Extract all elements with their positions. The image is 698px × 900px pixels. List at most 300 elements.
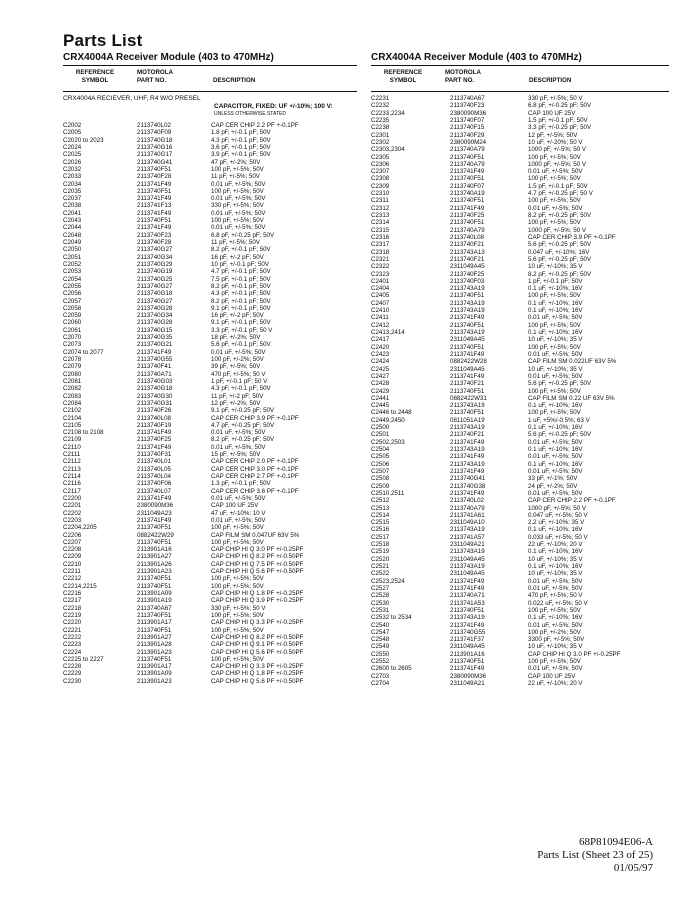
reference-symbol: C2401: [371, 277, 390, 285]
motorola-part-no-header: [445, 69, 481, 84]
description: 39 pF, +/-5%; 50V: [211, 363, 261, 371]
description: 12 pF, +/-2%; 50V: [211, 399, 261, 407]
table-row: [371, 175, 669, 182]
table-row: [63, 312, 357, 319]
table-row: [371, 271, 669, 278]
description: 100 pF, +/-5%; 50V: [528, 153, 581, 161]
table-row: [63, 371, 357, 378]
description: 0.01 uF, +/-5%; 50V: [528, 453, 583, 461]
reference-symbol: C2518: [371, 541, 390, 549]
description: 5.6 pF, +/-0.25 pF; 50V: [528, 255, 592, 263]
reference-symbol: C2549: [371, 643, 390, 651]
table-row: [371, 219, 669, 226]
part-number: 2113740F51: [450, 658, 485, 666]
description: 4.3 pF, +/-0.1 pF; 50V: [211, 290, 271, 298]
part-number: 2113740F51: [137, 655, 172, 663]
table-row: [371, 307, 669, 314]
description: 100 pF, +/-5%; 50V: [211, 575, 264, 583]
description: 1.5 pF, +/-0.1 pF; 50V: [528, 182, 588, 190]
reference-symbol: C2202: [63, 509, 82, 517]
reference-symbol: C2318: [371, 248, 390, 256]
reference-symbol: C2082: [63, 385, 82, 393]
description: 0.01 uF, +/-5%; 50V: [211, 516, 266, 524]
part-number: 2113740F51: [450, 153, 485, 161]
table-row: [63, 385, 357, 392]
part-number: 2113740F25: [137, 436, 172, 444]
part-number: 2113740F23: [137, 231, 172, 239]
part-number: 2113741F49: [450, 314, 485, 322]
reference-symbol: C2043: [63, 217, 82, 225]
part-number: 2311049A21: [450, 680, 485, 687]
table-row: [371, 548, 669, 555]
description: 470 pF, +/-5%; 50 V: [528, 592, 583, 600]
description: 0.01 uF, +/-5%; 50V: [211, 429, 266, 437]
table-row: [63, 407, 357, 414]
description: CAP CHIP HI Q 3.3 PF +/-0.25PF: [211, 663, 304, 671]
description: 8.2 pF, +/-0.25 pF; 50V: [211, 436, 275, 444]
table-row: [63, 393, 357, 400]
part-number: 2113740G18: [137, 136, 173, 144]
description: CAP CER CHIP 3.9 PF +-0.1PF: [528, 233, 616, 241]
table-row: [63, 517, 357, 524]
reference-symbol: C2034: [63, 180, 82, 188]
part-number: 2311049A45: [450, 336, 485, 344]
part-number: 2113901A26: [137, 560, 172, 568]
table-row: [63, 663, 357, 670]
table-row: [63, 480, 357, 487]
table-row: [63, 159, 357, 166]
description: CAP CHIP HI Q 3.9 PF +/-0.25PF: [211, 597, 304, 605]
description: 100 pF, +/-5%; 50V: [211, 611, 264, 619]
description: 100 pF, +/-5%; 50V: [211, 217, 264, 225]
table-row: [63, 444, 357, 451]
description: 0.1 uF, +/-10%; 16V: [528, 563, 583, 570]
description: 9.1 pF, +/-0.1 pF; 50V: [211, 319, 271, 327]
description: 4.3 pF, +/-0.1 pF; 50V: [211, 136, 271, 144]
reference-symbol: C2210: [63, 560, 82, 568]
description: 100 pF, +/-5%; 50V: [528, 175, 581, 183]
right-table-header: [371, 65, 669, 92]
table-row: [371, 592, 669, 599]
reference-symbol: C2303,2304: [371, 146, 405, 154]
reference-symbol: C2056: [63, 290, 82, 298]
table-row: [63, 627, 357, 634]
table-row: [371, 139, 669, 146]
table-row: [371, 475, 669, 482]
part-number: 2113740L08: [137, 414, 171, 422]
description: 9.1 pF, +/-0.25 pF; 50V: [211, 407, 275, 415]
reference-symbol: C2410: [371, 307, 390, 315]
reference-symbol: C2228: [63, 663, 82, 671]
reference-symbol: C2201: [63, 502, 82, 510]
description: 11 pF, +/-2 pF; 50V: [211, 392, 264, 400]
table-row: [63, 276, 357, 283]
description: 0.1 uF, +/-10%; 16V: [528, 548, 583, 556]
description: 100 pF, +/-5%; 50V: [528, 292, 581, 300]
reference-symbol: C2052: [63, 260, 82, 268]
left-table-header: [63, 65, 357, 92]
part-number: 2113741F49: [450, 438, 485, 446]
table-row: [63, 634, 357, 641]
description: 0.01 uF, +/-5%; 50V: [528, 489, 583, 497]
description: 8.2 pF, +/-0.25 pF; 50V: [528, 270, 592, 278]
table-row: [371, 600, 669, 607]
description: 6.8 pF, +/-0.25 pF; 50V: [211, 231, 275, 239]
reference-symbol: C2058: [63, 304, 82, 312]
table-row: [63, 334, 357, 341]
description: 0.01 uF, +/-5%; 50V: [528, 584, 583, 592]
reference-symbol: C2514: [371, 511, 390, 519]
part-number: 2113740G30: [137, 392, 173, 400]
reference-symbol: C2506: [371, 460, 390, 468]
reference-symbol: C2512: [371, 497, 390, 505]
description: CAP CHIP HI Q 3.3 PF +/-0.25PF: [211, 619, 304, 627]
reference-symbol: C2306: [371, 160, 390, 168]
part-number: 2380090M24: [450, 138, 487, 146]
reference-symbol: C2223: [63, 641, 82, 649]
part-number: 2113740A19: [450, 190, 485, 198]
table-row: [63, 524, 357, 531]
part-number: 2113740G38: [450, 482, 486, 490]
reference-symbol: C2078: [63, 356, 82, 363]
reference-symbol: C2517: [371, 533, 390, 541]
table-row: [371, 395, 669, 402]
table-row: [63, 619, 357, 626]
description: 1 uF, +5%/-0.5%; 63 V: [528, 416, 590, 424]
table-row: [63, 173, 357, 180]
description: 5.6 pF, +/-0.25 pF; 50V: [528, 241, 592, 249]
table-row: [371, 563, 669, 570]
reference-symbol: C2221: [63, 626, 82, 634]
table-row: [371, 578, 669, 585]
part-number: 2311049A21: [450, 541, 485, 549]
reference-symbol: C2079: [63, 363, 82, 371]
table-row: [63, 378, 357, 385]
description: 4.7 pF, +/-0.25 pF; 50V: [211, 421, 275, 429]
part-number: 2113740A67: [450, 95, 485, 102]
table-row: [371, 95, 669, 102]
table-row: [371, 329, 669, 336]
table-row: [371, 358, 669, 365]
part-number: 2113743A19: [450, 460, 485, 468]
part-number: 2113740L02: [137, 122, 171, 129]
assembly-line: CRX4004A RECIEVER, UHF, R4 W/O PRESEL: [63, 95, 201, 102]
part-number: 2311049A10: [450, 519, 485, 527]
part-number: 2113741F49: [137, 209, 172, 217]
description: 47 uF, +/-10%; 10 V: [211, 509, 266, 517]
reference-symbol: C2505: [371, 453, 390, 461]
header-mot-line2: PART NO.: [445, 76, 475, 84]
part-number: 2113740A79: [450, 226, 485, 234]
part-number: 2113741F37: [450, 636, 485, 644]
part-number: 2113740A79: [450, 146, 485, 154]
part-number: 2113741F49: [450, 489, 485, 497]
part-number: 2113740G19: [137, 268, 173, 276]
reference-symbol: C2113: [63, 465, 81, 473]
table-row: [63, 305, 357, 312]
reference-symbol: C2206: [63, 531, 82, 539]
reference-symbol: C2207: [63, 538, 82, 546]
table-row: [371, 607, 669, 614]
description: 100 pF, +/-5%; 50V: [211, 165, 264, 173]
reference-symbol: C2061: [63, 326, 82, 334]
description: 1 pF, +/-0.1 pF; 50 V: [211, 377, 268, 385]
part-number: 2113740F51: [137, 217, 172, 225]
description: CAP CER CHIP 2.2 PF +-0.1PF: [211, 122, 299, 129]
page-title: Parts List: [63, 31, 143, 50]
reference-symbol: C2035: [63, 187, 82, 195]
description: 1.3 pF, +/-0.1 pF; 50V: [211, 480, 271, 488]
part-number: 2113740F28: [137, 173, 172, 181]
description: 0.1 uF, +/-10%; 16V: [528, 526, 583, 534]
table-row: [371, 168, 669, 175]
part-number: 2113740F26: [137, 407, 172, 415]
description: 8.2 pF, +/-0.25 pF; 50V: [528, 212, 592, 219]
table-row: [63, 261, 357, 268]
description: 8.2 pF, +/-0.1 pF; 50V: [211, 297, 271, 305]
part-number: 2311049A45: [450, 555, 485, 563]
reference-symbol: C2312: [371, 204, 390, 212]
table-row: [371, 622, 669, 629]
table-row: [63, 181, 357, 188]
part-number: 2113740G34: [137, 253, 173, 261]
table-row: [63, 129, 357, 136]
capacitor-note-text: UNLESS OTHERWISE STATED: [214, 111, 286, 117]
reference-symbol: C2203: [63, 516, 82, 524]
part-number: 2113901A19: [137, 597, 172, 605]
part-number: 2113743A19: [450, 526, 485, 534]
table-row: [371, 161, 669, 168]
table-row: [371, 278, 669, 285]
reference-symbol: C2033: [63, 173, 82, 181]
part-number: 2113741F49: [450, 372, 485, 380]
part-number: 2113740F21: [450, 241, 485, 249]
description: 8.2 pF, +/-0.1 pF; 50V: [211, 246, 271, 254]
reference-symbol: C2417: [371, 336, 390, 344]
reference-symbol: C2552: [371, 658, 390, 666]
reference-symbol: C2446 to 2448: [371, 409, 412, 417]
part-number: 2113741F49: [137, 443, 172, 451]
description: 33 pF, +/-1%; 50V: [528, 475, 578, 483]
description: CAP 100 UF 25V: [528, 109, 576, 117]
description: 100 pF, +/-5%; 50V: [528, 219, 581, 227]
reference-symbol: C2508: [371, 475, 390, 483]
part-number: 2113740F51: [137, 165, 172, 173]
part-number: 2113741F49: [137, 180, 172, 188]
part-number: 0882422W29: [137, 531, 174, 539]
part-number: 2113740L05: [137, 465, 171, 473]
description: 0.022 uF, +/-5%; 50 V: [528, 599, 588, 607]
sheet-label: Parts List (Sheet 23 of 25): [537, 849, 653, 861]
reference-symbol: C2521: [371, 563, 390, 570]
table-row: [371, 673, 669, 680]
description: 0.1 uF, +/-10%; 16V: [528, 307, 583, 315]
description: 10 uF, +/-20%; 50 V: [528, 138, 583, 146]
description: 330 pF, +/-5%; 50 V: [211, 604, 266, 612]
table-row: [371, 292, 669, 299]
reference-symbol: C2026: [63, 158, 82, 166]
table-row: [63, 656, 357, 663]
description: 11 pF, +/-5%; 50V: [211, 173, 260, 181]
reference-symbol: C2703: [371, 672, 390, 680]
part-number: 2113740F25: [450, 212, 485, 219]
part-number: 2113743A19: [450, 402, 485, 410]
reference-symbol: C2311: [371, 197, 389, 205]
part-number: 2113740G34: [137, 312, 173, 320]
table-row: [371, 336, 669, 343]
description: 100 pF, +/-5%; 50V: [211, 524, 264, 532]
table-row: [63, 488, 357, 495]
header-ref-line2: SYMBOL: [389, 76, 417, 84]
part-number: 2113740G15: [137, 326, 173, 334]
table-row: [63, 612, 357, 619]
header-mot-line1: MOTOROLA: [137, 69, 173, 76]
table-row: [63, 561, 357, 568]
table-row: [63, 451, 357, 458]
table-row: [63, 268, 357, 275]
left-parts-table: [63, 95, 357, 685]
table-row: [63, 290, 357, 297]
reference-symbol: C2200: [63, 494, 82, 502]
table-row: [371, 680, 669, 687]
table-row: [63, 188, 357, 195]
table-row: [63, 166, 357, 173]
reference-symbol: C2112: [63, 458, 81, 466]
description: 8.2 pF, +/-0.1 pF; 50V: [211, 282, 271, 290]
description: CAP CER CHIP 2.2 PF +-0.1PF: [528, 497, 616, 505]
reference-symbol: C2070: [63, 334, 82, 342]
part-number: 2113740F51: [137, 524, 172, 532]
reference-symbol: C2413,2414: [371, 329, 405, 336]
part-number: 2113740F15: [450, 124, 485, 132]
part-number: 2311049A45: [450, 643, 485, 651]
part-number: 2113741F49: [137, 516, 172, 524]
table-row: [371, 490, 669, 497]
part-number: 2113740F25: [450, 270, 485, 278]
description: CAP CHIP HI Q 9.1 PF +/-0.50PF: [211, 641, 304, 649]
part-number: 2113901A17: [137, 619, 172, 627]
part-number: 2113740G27: [137, 246, 173, 254]
table-row: [63, 137, 357, 144]
table-row: [371, 366, 669, 373]
table-row: [371, 183, 669, 190]
table-row: [371, 570, 669, 577]
table-row: [63, 649, 357, 656]
table-row: [371, 102, 669, 109]
part-number: 2113740F28: [137, 239, 172, 246]
reference-symbol: C2600 to 2605: [371, 665, 412, 673]
part-number: 2113743A19: [450, 614, 485, 622]
description: 0.1 uF, +/-10%; 16V: [528, 614, 583, 622]
table-row: [371, 314, 669, 321]
reference-symbol: C2032: [63, 165, 82, 173]
part-number: 2113740L08: [450, 233, 484, 241]
reference-symbol: C2081: [63, 377, 82, 385]
reference-symbol: C2222: [63, 633, 82, 641]
reference-symbol: C2053: [63, 268, 82, 276]
reference-symbol: C2310: [371, 190, 390, 198]
table-row: [63, 327, 357, 334]
capacitor-note: [63, 111, 357, 118]
reference-symbol: C2510,2511: [371, 489, 405, 497]
table-row: [371, 446, 669, 453]
part-number: 2113740F51: [450, 409, 485, 417]
part-number: 2113740F19: [137, 421, 172, 429]
part-number: 2113740F51: [137, 187, 172, 195]
part-number: 2113740F09: [137, 129, 172, 137]
reference-symbol: C2507: [371, 467, 390, 475]
reference-symbol-header: [371, 69, 435, 84]
header-ref-line1: REFERENCE: [383, 69, 423, 76]
part-number: 2113901A23: [137, 677, 172, 685]
reference-symbol: C2080: [63, 370, 82, 378]
table-row: [371, 468, 669, 475]
table-row: [63, 217, 357, 224]
table-row: [371, 519, 669, 526]
table-row: [371, 124, 669, 131]
part-number: 2113743A19: [450, 285, 485, 293]
date-label: 01/05/97: [613, 862, 653, 874]
table-row: [371, 658, 669, 665]
right-parts-table: [371, 95, 669, 687]
table-row: [371, 285, 669, 292]
part-number: 2311049A45: [450, 365, 485, 373]
part-number: 2113743A13: [450, 248, 485, 256]
part-number: 2113901A27: [137, 633, 172, 641]
table-row: [371, 505, 669, 512]
part-number: 2113743A19: [450, 424, 485, 432]
description: 100 pF, +/-5%; 50V: [528, 606, 581, 614]
part-number: 2113740G55: [137, 356, 173, 363]
table-row: [371, 629, 669, 636]
description: 330 pF, +/-5%; 50V: [211, 202, 264, 210]
left-column-title: CRX4004A Receiver Module (403 to 470MHz): [63, 52, 274, 63]
reference-symbol: C2504: [371, 446, 390, 453]
reference-symbol: C2308: [371, 175, 390, 183]
description: 6.8 pF, +/-0.25 pF; 50V: [528, 102, 592, 110]
part-number: 2113740G41: [137, 158, 173, 166]
table-row: [371, 636, 669, 643]
description: 100 pF, +/-2%; 50V: [211, 356, 264, 363]
part-number: 2113740L02: [450, 497, 484, 505]
part-number: 2113741F13: [137, 202, 172, 210]
reference-symbol: C2238: [371, 124, 390, 132]
part-number: 2113740F07: [450, 182, 485, 190]
description: 0.01 uF, +/-5%; 50V: [528, 314, 583, 322]
reference-symbol: C2224: [63, 648, 82, 656]
part-number: 2113740F51: [450, 387, 485, 395]
table-row: [63, 363, 357, 370]
part-number: 2113740A71: [450, 592, 485, 600]
description: CAP 100 UF 25V: [528, 672, 576, 680]
description: 0.01 uF, +/-5%; 50V: [211, 348, 266, 356]
description: 0.01 uF, +/-5%; 50V: [211, 494, 266, 502]
table-row: [371, 409, 669, 416]
description: 3.3 pF, +/-0.1 pF; 50 V: [211, 326, 273, 334]
part-number: 2113740F03: [450, 277, 485, 285]
reference-symbol: C2520: [371, 555, 390, 563]
table-row: [63, 232, 357, 239]
reference-symbol: C2547: [371, 628, 390, 636]
part-number: 2113740F51: [450, 197, 485, 205]
table-row: [63, 254, 357, 261]
reference-symbol: C2315: [371, 226, 390, 234]
description: 0.1 uF, +/-10%; 16V: [528, 299, 583, 307]
table-row: [63, 239, 357, 246]
reference-symbol: C2109: [63, 436, 82, 444]
reference-symbol: C2054: [63, 275, 82, 283]
table-row: [63, 495, 357, 502]
